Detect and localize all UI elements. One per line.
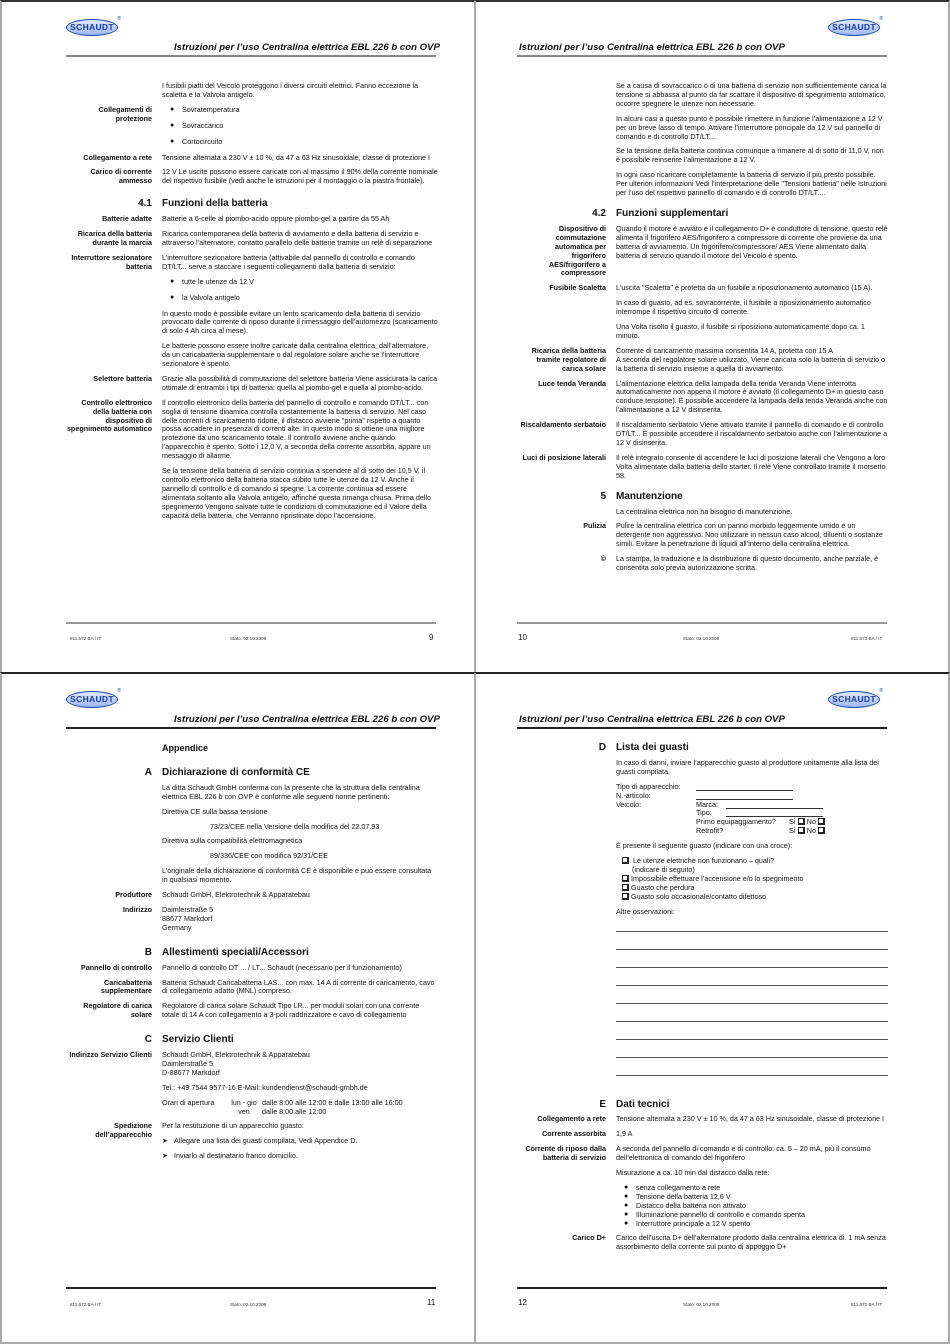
article-number-field[interactable] <box>696 792 793 800</box>
fault-checkbox[interactable] <box>622 884 629 891</box>
footer-rule <box>517 622 887 624</box>
copyright-symbol: © <box>600 554 606 564</box>
list-item: ● Sovratemperatura <box>170 104 240 114</box>
remarks-line[interactable] <box>616 949 888 950</box>
section-heading: 4.1 Funzioni della batteria <box>138 198 268 210</box>
remarks-line[interactable] <box>616 1021 888 1022</box>
arrow-icon: ➤ <box>162 1136 169 1146</box>
schaudt-logo: SCHAUDT ® <box>66 688 121 708</box>
page-10 <box>475 0 950 672</box>
header-rule <box>517 727 887 729</box>
doc-code: 811.572 BA / IT <box>70 1302 102 1307</box>
remarks-line[interactable] <box>616 967 888 968</box>
remarks-line[interactable] <box>616 1003 888 1004</box>
page-body: Se a causa di sovraccarico o di una batteria di servizio non sufficientemente carica la tensione si abbassa al punto da far scattare il dispositivo di spegnimento automatico, occorre spegnere le utenze non necessarie. In alcuni casi a questo punto è possibile rimettere in funzione l’alimentazione a 12 V per un breve lasso di tempo. Attivare l’interruttore principale da 12 V sul pannello di comando e di controllo DT/LT.... Se la tensione della batteria continua comunque a rimanere al di sotto di 11,0 V, non è possibile reinserire l’alimentazione a 12 V. In ogni caso ricaricare completamente la batteria di servizio il più presto possibile. Per ulteriori informazioni Vedi l’interpretazione delle "Tensioni batteria" nelle Istruzioni per l’uso del rispettivo pannello di comando e di controllo DT/LT.... 4.2 Funzioni supplementari Dispositivo di commutazione automatica per frigorifero AES/frigorifero a compressore Quando il motore è avviato e il collegamento D+ è conduttore di tensione, questo relè alimenta il frigorifero AES/frigorifero a compressore di corrente che proviene da una batteria di avviamento. Un frigorifero/compressore/ AES Viene alimentato dalla batteria di servizio quando il motore del Veicolo è spento. Fusibile Scaletta L’uscita "Scaletta" è protetta da un fusibile a riposizionamento automatico (15 A). In caso di guasto, ad es. sovracorrente, il fusibile a riposizionamento automatico interrompe il rispettivo circuito di corrente. Una Volta risolto il guasto, il fusibile si riposiziona automaticamente dopo ca. 1 minuto. Ricarica della batteria tramite regolatore di carica solare Corrente di caricamento massima consentita 14 A, protetta con 15 A A seconda del regolatore solare utilizzato, Viene caricata solo la batteria di servizio o la batteria di servizio insieme a quella di avviamento. Luce tenda Veranda L’alimentazione elettrica della lampada della tenda Veranda Viene interrotta automaticamente non appena il motore è avviato (il collegamento D+ in questo caso conduce tensione). È possibile accendere la lampada della tenda Veranda anche con l’alimentazione a 12 V disinserita. Riscaldamento serbatoio Il riscaldamento serbatoio Viene attivato tramite il pannello di comando e di controllo DT/LT... È possibile accendere il riscaldamento serbatoio anche con l’alimentazione a 12 V disinserita. Luci di posizione laterali Il relè integrato consente di accendere le luci di posizione laterali che Vengono a loro Volta alimentate dalla batteria dello starter. Il relè Viene controllato tramite il morsetto 58. 5 Manutenzione La centralina elettrica non ha bisogno di manutenzione. Pulizia Pulire la centralina elettrica con un panno morbido leggermente umido e un detergente non aggressivo. Non utilizzare in nessun caso alcool, diluenti o sostanze simili. Evitare la penetrazione di liquidi all’interno della centralina elettrica. © La stampa, la traduzione e la distribuzione di questo documento, anche parziale, è consentita solo previa autorizzazione scritta. <box>520 81 888 573</box>
list-item: ● Sovraccarico <box>170 120 224 130</box>
fault-checkbox[interactable] <box>622 857 629 864</box>
arrow-icon: ➤ <box>162 1151 169 1161</box>
section-heading: A Dichiarazione di conformità CE <box>144 766 310 778</box>
page-number: 11 <box>427 1298 436 1307</box>
schaudt-logo: SCHAUDT ® <box>828 16 883 36</box>
footer-rule <box>66 622 436 624</box>
first-equipment-no-checkbox[interactable] <box>818 818 825 825</box>
fault-form: Tipo di apparecchio: N.-articolo: Veicolo: Marca: Tipo: Primo equipaggiamento? Sì No Retrofit? Sì No <box>616 783 888 836</box>
footer-rule <box>517 1287 887 1289</box>
doc-code: 811.572 BA / IT <box>70 636 102 641</box>
remarks-line[interactable] <box>616 931 888 932</box>
header-rule <box>66 55 436 57</box>
list-item: ● Cortocircuito <box>170 136 223 146</box>
label-protection: Collegamenti di protezione <box>98 104 152 123</box>
fault-checkbox[interactable] <box>622 893 629 900</box>
vehicle-type-field[interactable] <box>726 809 823 817</box>
page-header-title: Istruzioni per l’uso Centralina elettrica EBL 226 b con OVP <box>519 42 785 53</box>
page-12 <box>475 672 950 1344</box>
section-heading: B Allestimenti speciali/Accessori <box>144 946 309 958</box>
fault-checklist: Le utenze elettriche non funzionano – quali? (indicare di seguito) Impossibile effettuare l’accensione e/o lo spegnimento Guasto che perdura Guasto solo occasionale/contatto difettoso <box>620 857 888 902</box>
list-item: ● tutte le utenze da 12 V <box>170 276 254 286</box>
list-item: ● la Valvola antigelo <box>170 292 240 302</box>
doc-code: 811.572 BA / IT <box>851 1302 883 1307</box>
page-9 <box>0 0 475 672</box>
list-item: ● Interruttore principale a 12 V spento <box>624 1218 751 1228</box>
device-type-field[interactable] <box>696 783 793 791</box>
page-header-title: Istruzioni per l’uso Centralina elettrica EBL 226 b con OVP <box>174 714 440 725</box>
page-number: 10 <box>518 633 527 642</box>
fault-checkbox[interactable] <box>622 875 629 882</box>
schaudt-logo: SCHAUDT ® <box>828 688 883 708</box>
schaudt-logo: SCHAUDT ® <box>66 16 121 36</box>
retrofit-yes-checkbox[interactable] <box>798 827 805 834</box>
header-rule <box>517 55 887 57</box>
remarks-line[interactable] <box>616 985 888 986</box>
page-body: D Lista dei guasti In caso di danni, inviare l’apparecchio guasto al produttore unitamente alla lista dei guasti compilata. Tipo di apparecchio: N.-articolo: Veicolo: Marca: Tipo: Primo equipaggiamento? Sì No Retrofit? Sì No È presente il seguente guasto (indicare con una croce): Le utenze elettriche non funzionano – quali? (indicare di seguito) Impossibile effettuare l’accensione e/o lo spegnimento Guasto che perdura Guasto solo occasionale/contatto difettoso Altre osservazioni: E Dati tecnici Collegamento a rete Tensione alternata a 230 V ± 10 %, da 47 a 63 Hz sinusoidale, classe di protezione I Corrente assorbita 1,9 A Corrente di riposo dalla batteria di servizio A seconda del pannello di comando e di controllo: ca. 5 – 20 mA, più il consumo dell’elettronica di comando del frigorifero Misurazione a ca. 10 min dal distacco dalla rete: ● senza collegamento a rete ● Tensione della batteria 12,6 V ● Distacco della batteria non attivato ● Illuminazione pannello di controllo e comando spenta ● Interruttore principale a 12 V spento Carico D+ Carico dell’uscita D+ dell’alternatore prodotto dalla centralina elettrica di. 1 mA senza assorbimento della corrente sul punto di appoggio D+ <box>520 744 888 1258</box>
page-body: Appendice A Dichiarazione di conformità CE La ditta Schaudt GmbH conferma con la presente che la struttura della centralina elettrica EBL 226 b con OVP è conforme alle seguenti norme pertinenti: Direttiva CE sulla bassa tensione 73/23/CEE nella Versione della modifica del 22.07.93 Direttiva sulla compatibilità elettromagnetica 89/336/CEE con modifica 92/31/CEE L’originale della dichiarazione di conformità CE è disponibile e può essere consultata in qualsiasi momento. Produttore Schaudt GmbH, Elektrotechnik & Apparatebau Indirizzo Daimlerstraße 5 88677 Markdorf Germany B Allestimenti speciali/Accessori Pannello di controllo Pannello di controllo DT ... / LT... Schaudt (necessario per il funzionamento) Caricabatteria supplementare Batteria Schaudt Caricabatteria LAS... con max. 14 A di corrente di caricamento, cavo di collegamento adatto (MNL) compreso. Regolatore di carica solare Regolatore di carica solare Schaudt Tipo LR... per moduli solari con una corrente totale di 14 A con collegamento a 3-poli raddrizzatore e cavo di collegamento C Servizio Clienti Indirizzo Servizio Clienti Schaudt GmbH, Elektrotechnik & Apparatebau Daimlerstraße 5 D-88677 Markdorf Tel.: +49 7544 9577-16 E-Mail: kundendienst@schaudt-gmbh.de Orari di apertura lun - gio dalle 8:00 alle 12:00 e dalle 13:00 alle 16:00 ven dalle 8:00 alle 12:00 Spedizione dell’apparecchio Per la restituzione di un apparecchio guasto: ➤ Allegare una lista dei guasti compilata, Vedi Appendice D. ➤ Inviarlo al destinatario franco domicilio. <box>66 744 438 1167</box>
first-equipment-yes-checkbox[interactable] <box>798 818 805 825</box>
page-number: 12 <box>518 1298 527 1307</box>
remarks-line[interactable] <box>616 1057 888 1058</box>
remarks-line[interactable] <box>616 1039 888 1040</box>
section-heading: C Servizio Clienti <box>144 1034 234 1046</box>
list-item: ● Illuminazione pannello di controllo e comando spenta <box>624 1209 806 1219</box>
list-item: ● Distacco della batteria non attivato <box>624 1200 746 1210</box>
section-heading: E Dati tecnici <box>599 1098 670 1110</box>
section-heading: 5 Manutenzione <box>600 490 683 502</box>
status-date: Stato: 02.10.2008 <box>683 1302 720 1307</box>
page-number: 9 <box>429 633 434 642</box>
contact-line: Tel.: +49 7544 9577-16 E-Mail: kundendienst@schaudt-gmbh.de <box>162 1082 368 1092</box>
section-heading: D Lista dei guasti <box>598 742 689 753</box>
doc-code: 811.572 BA / IT <box>851 636 883 641</box>
vehicle-brand-field[interactable] <box>726 801 823 809</box>
retrofit-no-checkbox[interactable] <box>818 827 825 834</box>
appendix-title: Appendice <box>162 743 209 753</box>
status-date: Stato: 02.10.2008 <box>683 636 720 641</box>
status-date: Stato: 02.10.2008 <box>230 636 267 641</box>
header-rule <box>66 727 436 729</box>
list-item: ● senza collegamento a rete <box>624 1182 721 1192</box>
footer-rule <box>66 1287 436 1289</box>
page-11 <box>0 672 475 1344</box>
status-date: Stato: 02.10.2008 <box>230 1302 267 1307</box>
remarks-lines <box>616 931 888 1076</box>
page-body: I fusibili piatti del Veicolo proteggono i diversi circuiti elettrici. Fanno eccezione la scaletta e la Valvola antigelo. Collegamenti di protezione ● Sovratemperatura ● Sovraccarico ● Cortocircuito Collegamento a rete Tensione alternata a 230 V ± 10 %, da 47 a 63 Hz sinusoidale, classe di protezione I Carico di corrente ammesso 12 V Le uscite possono essere caricate con al massimo il 90% della corrente nominale del rispettivo fusibile (vedi anche le istruzioni per il montaggio o la piastra frontale). 4.1 Funzioni della batteria Batterie adatte Batterie a 6-celle al piombo-acido oppure piombo-gel a partire da 55 Ah Ricarica della batteria durante la marcia Ricarica contemporanea della batteria di avviamento e della batteria di servizio e attraverso l’alternatore, contatto parallelo delle batterie tramite un relè di separazione Interruttore sezionatore batteria L’interruttore sezionatore batteria (attivabile dal pannello di controllo e comando DT/LT... serve a staccare i seguenti collegamenti dalla batteria di servizio: ● tutte le utenze da 12 V ● la Valvola antigelo In questo modo è possibile evitare un lento scaricamento della batteria di servizio provocato dalle corrente di riposo durante il rimessaggio dell’automezzo (scaricamento di solo 4 Ah circa al mese). Le batterie possono essere inoltre caricate dalla centralina elettrica, dall’alternatore, da un caricabatteria supplementare o dal regolatore solare anche se l’interruttore sezionatore è spento. Selettore batteria Grazie alla possibilità di commutazione del selettore batteria Viene assicurata la carica ottimale di entrambi i tipi di batteria: quella al piombo-gel e quella al piombo-acido. Controllo elettronico della batteria con dispositivo di spegnimento automatico Il controllo elettronico della batteria del pannello di controllo e comando DT/LT... con soglia di tensione dinamica controlla costantemente la batteria di servizio. Nel caso delle correnti di scaricamento ridotte, il distacco avviene "prima" rispetto a quanto possa accadere in presenza di correnti alte. In questo modo si ottiene una migliore protezione da uno scaricamento totale. Il controllo avviene anche quando l’apparecchio è spento. Sotto i 12,0 V, a seconda della corrente assorbita, appare un messaggio di allarme. Se la tensione della batteria di servizio continua a scendere al di sotto dei 10,5 V, il controllo elettronico della batteria stacca subito tutte le utenze da 12 V. Anche il pannello di controllo e di comando si spegne. La corrente continua ad essere alimentata soltanto alla Valvola antigelo, affinché questa rimanga chiusa. Prima dello spegnimento Vengono salvate tutte le condizioni di commutazione ed il Valore della capacità della batteria, che Verranno ripristinate dopo l’accensione. <box>66 81 438 520</box>
page-header-title: Istruzioni per l’uso Centralina elettrica EBL 226 b con OVP <box>519 714 785 725</box>
section-heading: 4.2 Funzioni supplementari <box>592 207 729 219</box>
remarks-line[interactable] <box>616 1075 888 1076</box>
page-header-title: Istruzioni per l’uso Centralina elettrica EBL 226 b con OVP <box>174 42 440 53</box>
list-item: ● Tensione della batteria 12,6 V <box>624 1191 731 1201</box>
